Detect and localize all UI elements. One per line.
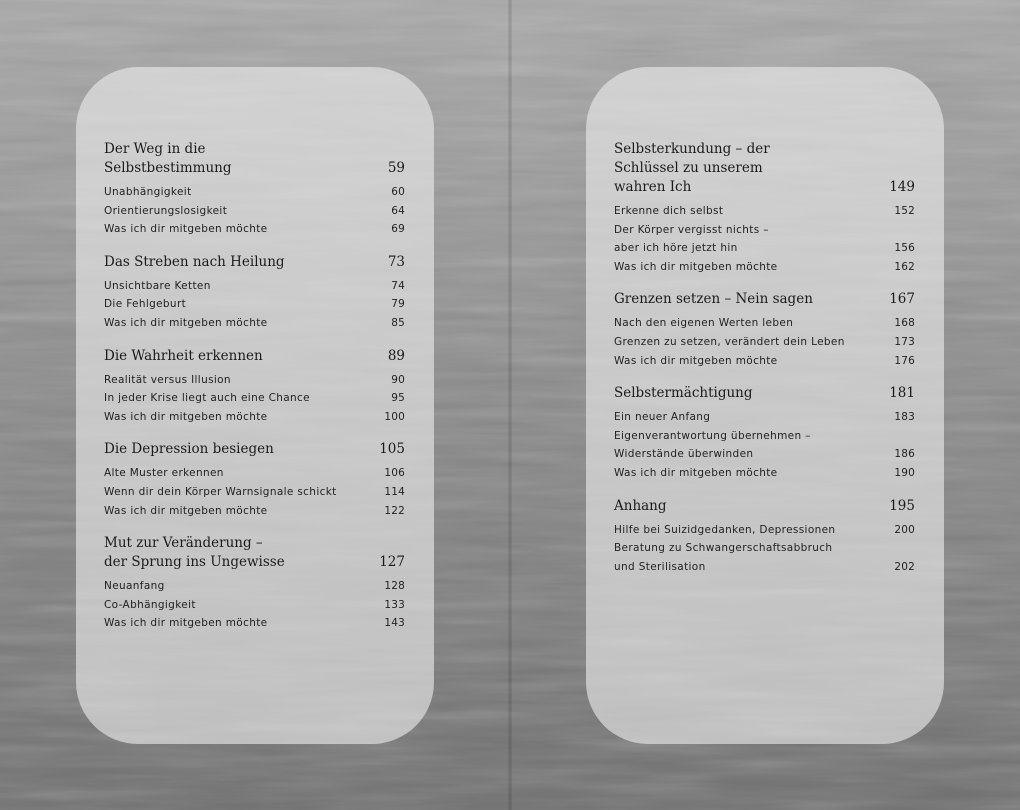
toc-entry [104, 596, 405, 615]
entry-page-number: 106 [384, 467, 405, 480]
chapter-page-number: 167 [889, 291, 915, 308]
toc-entry [104, 371, 405, 390]
entry-page-number: 114 [384, 485, 405, 498]
chapter-title [614, 384, 915, 403]
entry-title-line: Ein neuer Anfang [614, 411, 711, 424]
entry-title-line: Erkenne dich selbst [614, 205, 724, 217]
chapter-title [104, 140, 405, 178]
toc-chapter [614, 290, 915, 370]
entry-page-number: 190 [894, 466, 915, 479]
chapter-page-number: 181 [889, 385, 915, 402]
entry-page-number: 168 [894, 317, 915, 330]
toc-entry [104, 314, 405, 333]
chapter-title-line: Der Weg in die [104, 141, 206, 157]
toc-chapter [104, 347, 405, 427]
entry-title-line: Alte Muster erkennen [104, 467, 224, 480]
toc-entry [614, 314, 915, 333]
toc-entry [614, 202, 915, 221]
entry-page-number: 74 [391, 279, 405, 292]
toc-panel-left [76, 67, 434, 744]
entry-page-number: 60 [391, 186, 405, 198]
toc-entry [104, 464, 405, 483]
toc-entry [104, 295, 405, 314]
entry-title-line: Die Fehlgeburt [104, 298, 187, 311]
entry-page-number: 128 [384, 580, 405, 593]
entry-page-number: 133 [384, 598, 405, 611]
chapter-title-line: Selbstermächtigung [614, 385, 753, 402]
entry-page-number: 152 [894, 205, 915, 217]
toc-entry [614, 258, 915, 277]
toc-entry [104, 183, 405, 202]
entry-page-number: 183 [894, 411, 915, 424]
toc-chapter [104, 534, 405, 633]
chapter-title-line: Anhang [614, 497, 667, 514]
toc-entry [614, 539, 915, 576]
entry-page-number: 156 [894, 242, 915, 255]
toc-entry [104, 220, 405, 239]
entry-title-line: Hilfe bei Suizidgedanken, Depressionen [614, 523, 836, 536]
toc-chapter [614, 497, 915, 577]
chapter-title [614, 290, 915, 309]
entry-page-number: 90 [391, 373, 405, 386]
chapter-title-line: Die Wahrheit erkennen [104, 347, 263, 364]
chapter-page-number: 127 [379, 554, 405, 571]
toc-entry [614, 521, 915, 540]
chapter-page-number: 105 [379, 441, 405, 458]
chapter-title-line: Mut zur Veränderung – [104, 535, 263, 552]
chapter-page-number: 149 [889, 179, 915, 195]
chapter-page-number: 89 [387, 347, 405, 364]
toc-chapter [614, 140, 915, 276]
entry-title-line: aber ich höre jetzt hin [614, 242, 738, 255]
chapter-title-line: Die Depression besiegen [104, 441, 274, 458]
chapter-title [614, 497, 915, 516]
chapter-title [104, 347, 405, 366]
entry-title-line: Eigenverantwortung übernehmen – [614, 429, 811, 442]
chapter-title [614, 140, 915, 197]
toc-entry [104, 408, 405, 427]
entry-page-number: 64 [391, 204, 405, 217]
toc-entry [104, 577, 405, 596]
toc-list-left [104, 140, 405, 633]
entry-page-number: 85 [391, 316, 405, 329]
entry-page-number: 200 [894, 523, 915, 536]
entry-page-number: 162 [894, 260, 915, 273]
toc-chapter [614, 384, 915, 482]
toc-entry [104, 389, 405, 408]
entry-title-line: und Sterilisation [614, 560, 706, 573]
chapter-title-line: Grenzen setzen – Nein sagen [614, 291, 813, 308]
entry-page-number: 176 [894, 354, 915, 367]
entry-page-number: 95 [391, 392, 405, 405]
chapter-title-line: wahren Ich [614, 179, 692, 195]
entry-title-line: Was ich dir mitgeben möchte [614, 260, 778, 273]
entry-page-number: 69 [391, 223, 405, 236]
toc-entry [104, 202, 405, 221]
entry-title-line: Wenn dir dein Körper Warnsignale schickt [104, 485, 337, 498]
entry-title-line: Grenzen zu setzen, verändert dein Leben [614, 335, 845, 348]
entry-page-number: 143 [384, 617, 405, 630]
toc-entry [104, 614, 405, 633]
entry-title-line: Unabhängigkeit [104, 186, 192, 198]
toc-entry [614, 221, 915, 258]
toc-entry [614, 408, 915, 427]
entry-title-line: Was ich dir mitgeben möchte [104, 223, 268, 236]
chapter-title [104, 253, 405, 272]
toc-entry [614, 427, 915, 464]
entry-page-number: 79 [391, 298, 405, 311]
chapter-title-line: Selbstbestimmung [104, 160, 232, 176]
entry-title-line: Beratung zu Schwangerschaftsabbruch [614, 542, 833, 555]
toc-entry [614, 333, 915, 352]
page-gutter [508, 0, 512, 810]
chapter-title-line: der Sprung ins Ungewisse [104, 554, 285, 571]
toc-panel-right [586, 67, 944, 744]
toc-chapter [104, 440, 405, 520]
toc-list-right [614, 140, 915, 576]
entry-title-line: Der Körper vergisst nichts – [614, 223, 769, 236]
entry-title-line: Co-Abhängigkeit [104, 598, 196, 611]
chapter-title [104, 440, 405, 459]
toc-entry [614, 352, 915, 371]
entry-title-line: Nach den eigenen Werten leben [614, 317, 794, 330]
entry-title-line: Orientierungslosigkeit [104, 204, 228, 217]
entry-title-line: Neuanfang [104, 580, 165, 593]
entry-page-number: 186 [894, 448, 915, 461]
entry-title-line: In jeder Krise liegt auch eine Chance [104, 392, 310, 405]
entry-title-line: Unsichtbare Ketten [104, 279, 211, 292]
entry-page-number: 122 [384, 504, 405, 517]
entry-title-line: Was ich dir mitgeben möchte [614, 354, 778, 367]
entry-title-line: Was ich dir mitgeben möchte [104, 504, 268, 517]
toc-chapter [104, 253, 405, 333]
chapter-title [104, 534, 405, 572]
chapter-page-number: 59 [387, 160, 405, 176]
entry-title-line: Was ich dir mitgeben möchte [104, 316, 268, 329]
entry-page-number: 173 [894, 335, 915, 348]
entry-page-number: 202 [894, 560, 915, 573]
chapter-title-line: Das Streben nach Heilung [104, 253, 285, 270]
chapter-page-number: 73 [387, 253, 405, 270]
entry-page-number: 100 [384, 410, 405, 423]
toc-entry [614, 464, 915, 483]
toc-entry [104, 483, 405, 502]
entry-title-line: Was ich dir mitgeben möchte [614, 466, 778, 479]
entry-title-line: Was ich dir mitgeben möchte [104, 410, 268, 423]
chapter-title-line: Selbsterkundung – der [614, 141, 770, 157]
entry-title-line: Widerstände überwinden [614, 448, 754, 461]
chapter-page-number: 195 [889, 497, 915, 514]
entry-title-line: Realität versus Illusion [104, 373, 231, 386]
toc-entry [104, 502, 405, 521]
entry-title-line: Was ich dir mitgeben möchte [104, 617, 268, 630]
toc-entry [104, 277, 405, 296]
chapter-title-line: Schlüssel zu unserem [614, 160, 763, 176]
toc-chapter [104, 140, 405, 239]
